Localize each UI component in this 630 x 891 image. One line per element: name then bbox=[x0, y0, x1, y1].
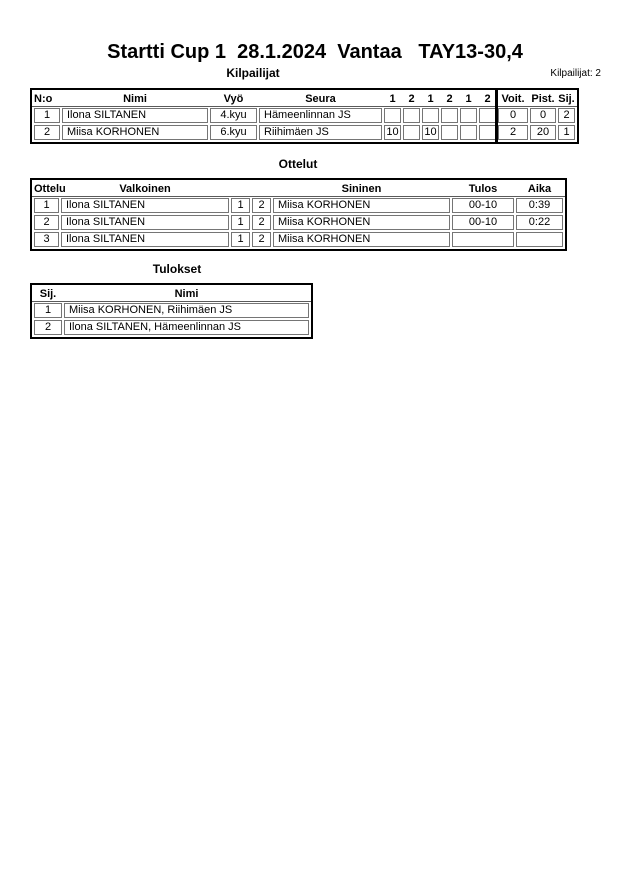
table-row bbox=[34, 198, 563, 213]
header-divider-line bbox=[32, 196, 565, 197]
matches-table bbox=[30, 178, 567, 251]
column-header-points: Pist. bbox=[531, 92, 555, 105]
column-header-round: 1 bbox=[465, 92, 472, 105]
match-result: 00-10 bbox=[452, 215, 514, 230]
competitor-no: 2 bbox=[34, 125, 60, 140]
blue-player-no: 2 bbox=[252, 215, 271, 230]
column-header-white-no bbox=[231, 182, 250, 196]
blue-player-no: 2 bbox=[252, 198, 271, 213]
competitor-club: Hämeenlinnan JS bbox=[259, 108, 382, 123]
column-header-name: Nimi bbox=[123, 92, 147, 105]
match-time: 0:39 bbox=[516, 198, 563, 213]
table-row bbox=[34, 303, 309, 318]
match-time bbox=[516, 232, 563, 247]
round-score-cell bbox=[460, 125, 477, 140]
match-no: 1 bbox=[34, 198, 59, 213]
column-header-round: 1 bbox=[427, 92, 434, 105]
matches-section-title: Ottelut bbox=[278, 157, 318, 171]
document-title: Startti Cup 1 28.1.2024 Vantaa TAY13-30,4 bbox=[107, 41, 523, 63]
blue-player-name: Miisa KORHONEN bbox=[273, 215, 450, 230]
table-header-row bbox=[34, 182, 563, 196]
table-row bbox=[34, 108, 575, 123]
white-player-name: Ilona SILTANEN bbox=[61, 232, 229, 247]
round-score-cell bbox=[422, 108, 439, 123]
column-header-name: Nimi bbox=[174, 287, 199, 300]
match-result: 00-10 bbox=[452, 198, 514, 213]
column-header-no: N:o bbox=[34, 92, 53, 105]
result-place: 1 bbox=[34, 303, 62, 318]
result-name: Ilona SILTANEN, Hämeenlinnan JS bbox=[64, 320, 309, 335]
header-divider-line bbox=[32, 301, 311, 302]
matches-table-wrapper bbox=[30, 178, 567, 251]
column-header-white: Valkoinen bbox=[119, 182, 171, 195]
competitor-name: Ilona SILTANEN bbox=[62, 108, 208, 123]
blue-player-no: 2 bbox=[252, 232, 271, 247]
column-header-round: 2 bbox=[484, 92, 491, 105]
competitor-club: Riihimäen JS bbox=[259, 125, 382, 140]
white-player-no: 1 bbox=[231, 232, 250, 247]
column-header-blue: Sininen bbox=[341, 182, 382, 195]
competitor-place: 1 bbox=[558, 125, 575, 140]
competitor-name: Miisa KORHONEN bbox=[62, 125, 208, 140]
results-table-wrapper bbox=[30, 283, 313, 339]
column-header-wins: Voit. bbox=[501, 92, 525, 105]
match-no: 2 bbox=[34, 215, 59, 230]
column-header-blue-no bbox=[252, 182, 271, 196]
blue-player-name: Miisa KORHONEN bbox=[273, 198, 450, 213]
result-name: Miisa KORHONEN, Riihimäen JS bbox=[64, 303, 309, 318]
competitor-belt: 4.kyu bbox=[210, 108, 257, 123]
round-score-cell: 10 bbox=[422, 125, 439, 140]
column-header-result: Tulos bbox=[468, 182, 498, 195]
table-row bbox=[34, 215, 563, 230]
competitor-count: Kilpailijat: 2 bbox=[550, 68, 601, 79]
table-row bbox=[34, 320, 309, 335]
competitor-points: 20 bbox=[530, 125, 556, 140]
competitors-section-title: Kilpailijat bbox=[226, 66, 280, 80]
white-player-name: Ilona SILTANEN bbox=[61, 198, 229, 213]
column-header-place: Sij. bbox=[39, 287, 57, 300]
match-no: 3 bbox=[34, 232, 59, 247]
round-score-cell bbox=[441, 108, 458, 123]
round-score-cell: 10 bbox=[384, 125, 401, 140]
round-score-cell bbox=[403, 108, 420, 123]
competitor-points: 0 bbox=[530, 108, 556, 123]
column-header-club: Seura bbox=[305, 92, 336, 105]
competitor-belt: 6.kyu bbox=[210, 125, 257, 140]
table-row bbox=[34, 232, 563, 247]
column-header-match: Ottelu bbox=[34, 182, 66, 195]
blue-player-name: Miisa KORHONEN bbox=[273, 232, 450, 247]
round-score-cell bbox=[479, 108, 496, 123]
round-score-cell bbox=[384, 108, 401, 123]
column-header-place: Sij. bbox=[558, 92, 575, 105]
round-score-cell bbox=[441, 125, 458, 140]
competitor-wins: 2 bbox=[498, 125, 528, 140]
result-place: 2 bbox=[34, 320, 62, 335]
results-section-title: Tulokset bbox=[152, 262, 202, 276]
column-header-round: 2 bbox=[408, 92, 415, 105]
match-time: 0:22 bbox=[516, 215, 563, 230]
match-result bbox=[452, 232, 514, 247]
competitor-wins: 0 bbox=[498, 108, 528, 123]
competitor-no: 1 bbox=[34, 108, 60, 123]
round-score-cell bbox=[460, 108, 477, 123]
competitor-place: 2 bbox=[558, 108, 575, 123]
column-header-round: 1 bbox=[389, 92, 396, 105]
column-header-time: Aika bbox=[527, 182, 552, 195]
white-player-no: 1 bbox=[231, 198, 250, 213]
white-player-name: Ilona SILTANEN bbox=[61, 215, 229, 230]
table-header-row bbox=[34, 92, 575, 106]
column-header-round: 2 bbox=[446, 92, 453, 105]
round-score-cell bbox=[479, 125, 496, 140]
table-row bbox=[34, 125, 575, 140]
competitors-table-wrapper bbox=[30, 88, 579, 144]
round-score-cell bbox=[403, 125, 420, 140]
table-header-row bbox=[34, 287, 309, 301]
white-player-no: 1 bbox=[231, 215, 250, 230]
column-header-belt: Vyö bbox=[223, 92, 244, 105]
totals-divider-line bbox=[495, 88, 498, 144]
results-table bbox=[30, 283, 313, 339]
